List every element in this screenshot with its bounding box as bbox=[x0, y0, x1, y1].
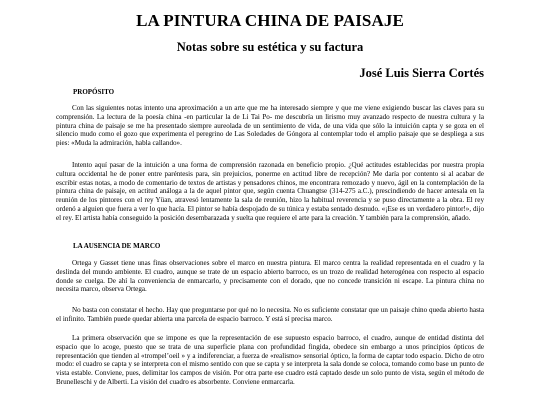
section-heading-proposito: PROPÓSITO bbox=[73, 88, 115, 96]
document-author: José Luis Sierra Cortés bbox=[359, 66, 484, 80]
paragraph: Ortega y Gasset tiene unas finas observaciones sobre el marco en nuestra pintura. El marco centra la realidad representada en el cuadro y la deslinda del mundo ambiente. El cuadro, aunque se trate de un espacio abierto barroco, es un trozo de realidad heterogénea con respecto al espacio donde se cuelga. De ahí la conveniencia de enmarcarlo, y precisamente con el dorado, que no concede transición ni escape. La pintura china no necesita marco, observa Ortega. bbox=[56, 259, 484, 294]
document-subtitle: Notas sobre su estética y su factura bbox=[176, 40, 364, 54]
paragraph: Intento aquí pasar de la intuición a una forma de comprensión razonada en beneficio propio. ¿Qué actitudes establecidas por nuestra propia cultura occidental he de poner entre paréntesis para, sin prejuicios, ponerme en actitud libre de recepción? Me daría por contento si al acabar de escribir estas notas, a modo de comentario de textos de artistas y pensadores chinos, me encontrara remozado y nuevo, ágil en la contemplación de la pintura china de paisaje, en actitud análoga a la de aquel pintor que, según cuenta Chuangtse (314-275 a.C.), prescindiendo de hacer antesala en la reunión de los pintores con el rey Yüan, atravesó lentamente la sala de reunión, hizo la habitual reverencia y se puso directamente a la obra. El rey ordenó a alguien que fuera a ver lo que hacía. El pintor se había despojado de su túnica y estaba sentado desnudo. «¡Ese es un verdadero pintor!», dijo el rey. El artista había conseguido la posición desembarazada y suelta que requiere el arte para la creación. Y también para la comprensión, añado. bbox=[56, 161, 484, 222]
section-heading-ausencia-de-marco: LA AUSENCIA DE MARCO bbox=[73, 242, 161, 250]
document-title: LA PINTURA CHINA DE PAISAJE bbox=[136, 11, 404, 30]
paragraph: No basta con constatar el hecho. Hay que preguntarse por qué no lo necesita. No es suficiente constatar que un paisaje chino queda abierto hasta el infinito. También puede quedar abierta una parcela de espacio barroco. Y está sí precisa marco. bbox=[56, 306, 484, 323]
paragraph: La primera observación que se impone es que la representación de ese supuesto espacio barroco, el cuadro, aunque de entidad distinta del espacio que lo acoge, puesto que se trata de una superficie plana con profundidad fingida, obedece sin embargo a unos principios ópticos de representación que tienden al «trompel’oeil » y a indiferenciar, a fuerza de «realismo» sensorial óptico, la forma de captar todo espacio. Dicho de otro modo: el cuadro se capta y se interpreta con el mismo sentido con que se capta y se interpreta la sala donde se coloca, tomando como base un punto de vista estable. Conviene, pues, delimitar los campos de visión. Por otra parte ese cuadro está captado desde un solo punto de vista, según el método de Brunelleschi y de Alberti. La visión del cuadro es absorbente. Conviene enmarcarla. bbox=[56, 334, 484, 386]
paragraph: Con las siguientes notas intento una aproximación a un arte que me ha interesado siempre y que me viene exigiendo buscar las claves para su comprensión. La lectura de la poesía china -en particular la de Li Tai Po- me descubría un lirismo muy avanzado respecto de nuestra cultura y la pintura china de paisaje se me ha presentado siempre aureolada de un sentimiento de vida, de una vida que sólo la intuición capta y se goza en el silencio mudo como el gozo que experimenta el peregrino de Las Soledades de Góngora al contemplar todo el amplio paisaje que se despliega a sus pies: «Muda la admiración, habla callando». bbox=[56, 104, 484, 148]
